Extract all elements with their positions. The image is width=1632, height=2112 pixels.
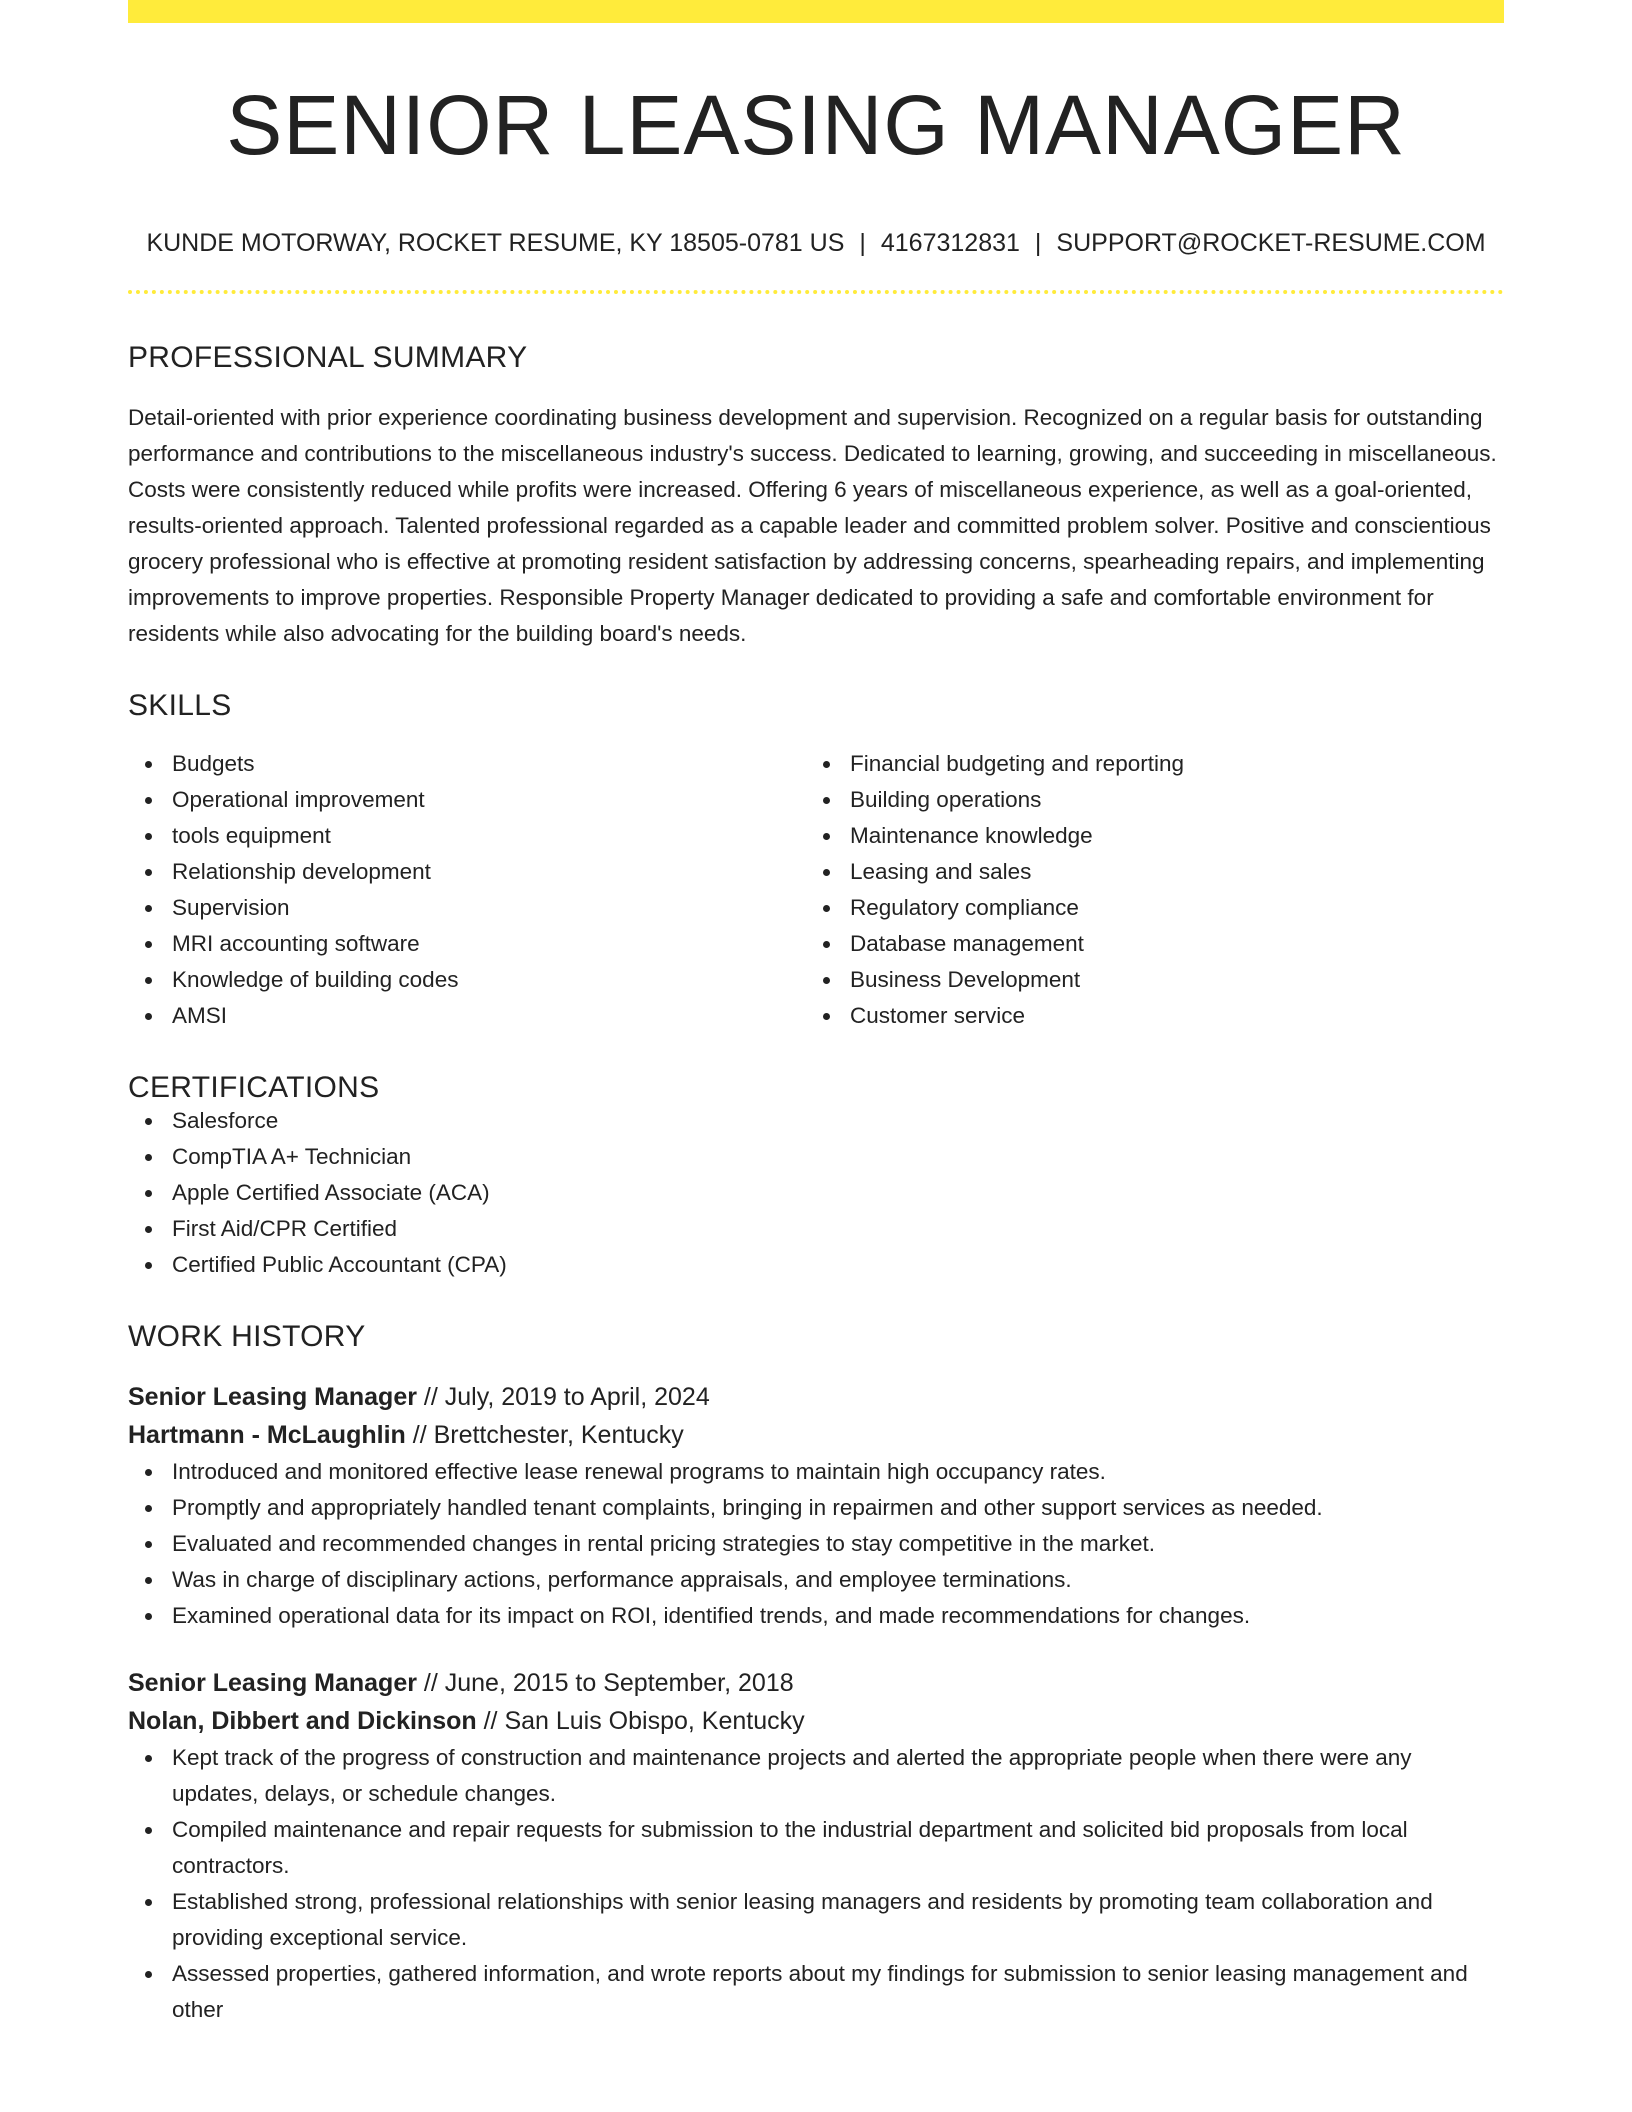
skill-item: tools equipment bbox=[128, 818, 806, 854]
job-bullet: Kept track of the progress of construction and maintenance projects and alerted the appropriate people when there were any updates, delays, or schedule changes. bbox=[128, 1740, 1504, 1812]
dotted-divider bbox=[128, 290, 1504, 294]
certification-item: Salesforce bbox=[128, 1103, 1504, 1139]
job-bullet: Evaluated and recommended changes in rental pricing strategies to stay competitive in the market. bbox=[128, 1526, 1504, 1562]
contact-address: KUNDE MOTORWAY, ROCKET RESUME, KY 18505-0781 US bbox=[146, 229, 845, 257]
summary-heading: PROFESSIONAL SUMMARY bbox=[128, 341, 528, 374]
certification-item: First Aid/CPR Certified bbox=[128, 1211, 1504, 1247]
job-bullets bbox=[128, 1740, 1504, 2028]
job-company: Hartmann - McLaughlin bbox=[128, 1421, 406, 1449]
contact-separator: | bbox=[859, 229, 866, 257]
skill-item: Database management bbox=[806, 926, 1484, 962]
certifications-heading: CERTIFICATIONS bbox=[128, 1071, 380, 1104]
job-bullet: Examined operational data for its impact on ROI, identified trends, and made recommendations for changes. bbox=[128, 1598, 1504, 1634]
job-dates: // June, 2015 to September, 2018 bbox=[416, 1669, 794, 1697]
contact-separator: | bbox=[1034, 229, 1042, 257]
job-company-line bbox=[128, 1416, 1504, 1454]
skill-item: Supervision bbox=[128, 890, 806, 926]
job-location: // Brettchester, Kentucky bbox=[405, 1421, 684, 1449]
contact-email: SUPPORT@ROCKET-RESUME.COM bbox=[1056, 229, 1486, 257]
certification-item: Certified Public Accountant (CPA) bbox=[128, 1247, 1504, 1283]
certification-item: CompTIA A+ Technician bbox=[128, 1139, 1504, 1175]
skills-heading: SKILLS bbox=[128, 689, 232, 722]
skill-item: Operational improvement bbox=[128, 782, 806, 818]
job-entry bbox=[128, 1378, 1504, 1634]
contact-phone: 4167312831 bbox=[880, 229, 1020, 257]
skill-item: Regulatory compliance bbox=[806, 890, 1484, 926]
skill-item: Maintenance knowledge bbox=[806, 818, 1484, 854]
skills-grid bbox=[128, 746, 1504, 1034]
skill-item: Customer service bbox=[806, 998, 1484, 1034]
skills-list-right bbox=[806, 746, 1484, 1034]
skill-item: Budgets bbox=[128, 746, 806, 782]
contact-line bbox=[128, 231, 1504, 256]
job-title-line bbox=[128, 1664, 1504, 1702]
skill-item: Building operations bbox=[806, 782, 1484, 818]
job-role: Senior Leasing Manager bbox=[128, 1383, 417, 1411]
resume-page bbox=[128, 0, 1504, 2028]
job-title-line bbox=[128, 1378, 1504, 1416]
job-bullet: Assessed properties, gathered information, and wrote reports about my findings for submission to senior leasing management and other bbox=[128, 1956, 1504, 2028]
skill-item: Relationship development bbox=[128, 854, 806, 890]
summary-text: Detail-oriented with prior experience coordinating business development and supervision. Recognized on a regular basis for outstanding performance and contributions to the miscellaneous industry's success. Dedicated to learning, growing, and succeeding in miscellaneous. Costs were consistently reduced while profits were increased. Offering 6 years of miscellaneous experience, as well as a goal-oriented, results-oriented approach. Talented professional regarded as a capable leader and committed problem solver. Positive and conscientious grocery professional who is effective at promoting resident satisfaction by addressing concerns, spearheading repairs, and implementing improvements to improve properties. Responsible Property Manager dedicated to providing a safe and comfortable environment for residents while also advocating for the building board's needs. bbox=[128, 405, 1497, 646]
skill-item: Leasing and sales bbox=[806, 854, 1484, 890]
work-history-heading: WORK HISTORY bbox=[128, 1320, 366, 1353]
accent-top-bar bbox=[128, 0, 1504, 23]
job-company-line bbox=[128, 1702, 1504, 1740]
job-bullet: Established strong, professional relationships with senior leasing managers and residents by promoting team collaboration and providing exceptional service. bbox=[128, 1884, 1504, 1956]
skill-item: MRI accounting software bbox=[128, 926, 806, 962]
job-bullet: Introduced and monitored effective lease renewal programs to maintain high occupancy rates. bbox=[128, 1454, 1504, 1490]
certification-item: Apple Certified Associate (ACA) bbox=[128, 1175, 1504, 1211]
job-dates: // July, 2019 to April, 2024 bbox=[416, 1383, 710, 1411]
skill-item: Financial budgeting and reporting bbox=[806, 746, 1484, 782]
job-bullet: Compiled maintenance and repair requests for submission to the industrial department and solicited bid proposals from local contractors. bbox=[128, 1812, 1504, 1884]
candidate-name: SENIOR LEASING MANAGER bbox=[226, 78, 1406, 172]
job-company: Nolan, Dibbert and Dickinson bbox=[128, 1707, 477, 1735]
job-role: Senior Leasing Manager bbox=[128, 1669, 417, 1697]
job-bullet: Promptly and appropriately handled tenant complaints, bringing in repairmen and other support services as needed. bbox=[128, 1490, 1504, 1526]
skills-list-left bbox=[128, 746, 806, 1034]
skill-item: AMSI bbox=[128, 998, 806, 1034]
skill-item: Business Development bbox=[806, 962, 1484, 998]
job-bullets bbox=[128, 1454, 1504, 1634]
job-bullet: Was in charge of disciplinary actions, performance appraisals, and employee terminations. bbox=[128, 1562, 1504, 1598]
job-location: // San Luis Obispo, Kentucky bbox=[476, 1707, 805, 1735]
skill-item: Knowledge of building codes bbox=[128, 962, 806, 998]
certifications-list bbox=[128, 1103, 1504, 1283]
job-entry bbox=[128, 1664, 1504, 2028]
